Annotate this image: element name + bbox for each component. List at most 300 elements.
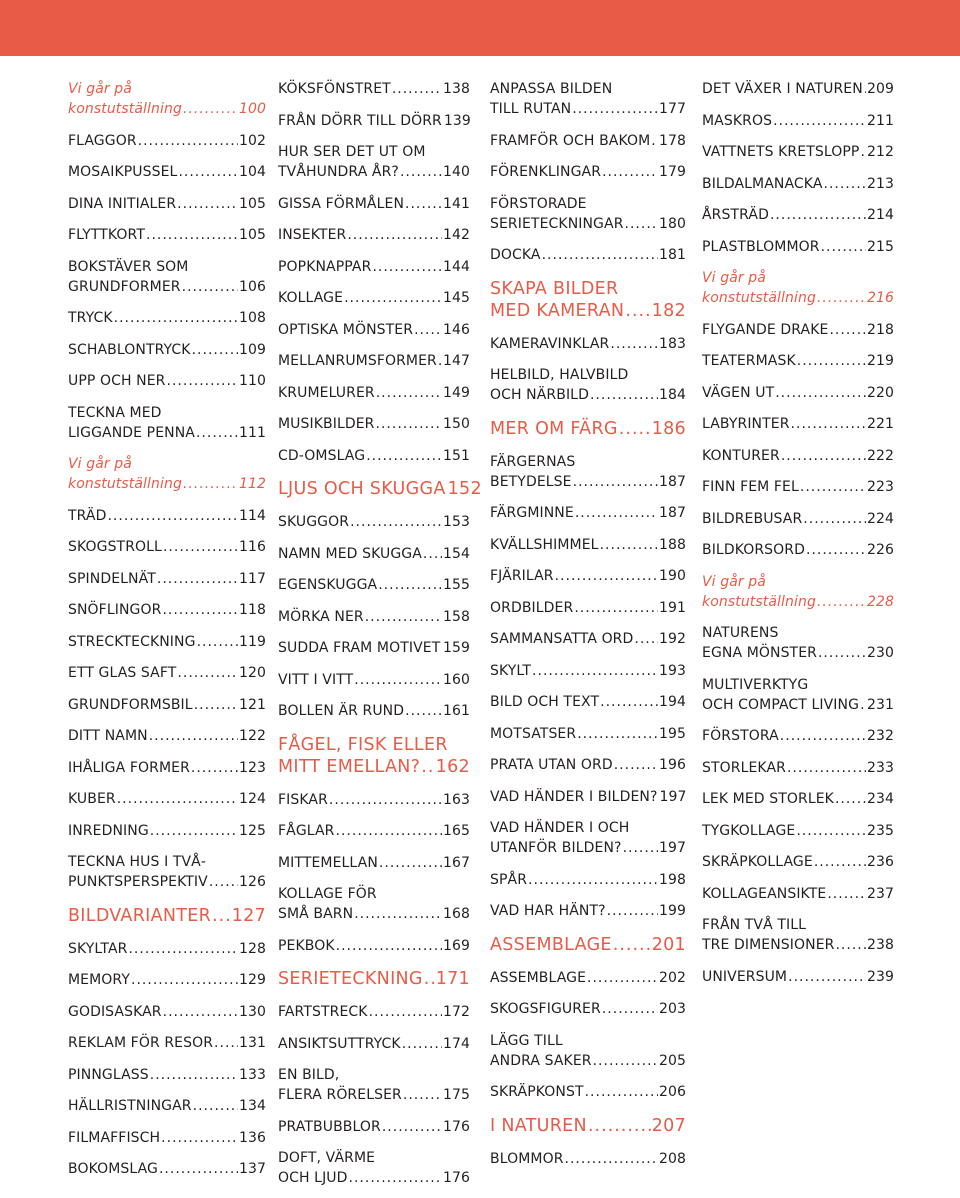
dot-leader (347, 225, 442, 245)
toc-entry-title: MEMORY (68, 972, 131, 988)
toc-page-number: 145 (442, 290, 470, 306)
dot-leader (376, 414, 442, 434)
toc-entry-title-line: NATURENS (702, 625, 779, 641)
dot-leader (365, 607, 442, 627)
toc-entry-title: LEK MED STORLEK (702, 791, 834, 807)
toc-page-number: 219 (866, 353, 894, 369)
toc-page-number: 180 (658, 215, 686, 232)
dot-leader (354, 670, 442, 690)
toc-entry-title: SCHABLONTRYCK (68, 341, 191, 358)
toc-entry (68, 252, 266, 304)
toc-entry (490, 360, 686, 412)
dot-leader (625, 214, 658, 234)
dot-leader (161, 1128, 238, 1148)
toc-page-number: 187 (658, 505, 686, 521)
toc-page-number: 117 (238, 570, 266, 587)
toc-page-number: 232 (866, 728, 894, 744)
dot-leader (797, 351, 866, 371)
toc-entry-title: ÅRSTRÄD (702, 207, 769, 223)
toc-page-number: 231 (866, 696, 894, 713)
dot-leader (441, 638, 442, 658)
toc-entry-title: OCH NÄRBILD (490, 387, 589, 403)
toc-entry (278, 137, 470, 189)
toc-page-number: 196 (658, 757, 686, 773)
toc-page-number: 226 (866, 542, 894, 558)
toc-entry (278, 252, 470, 284)
dot-leader (565, 1149, 658, 1169)
toc-entry-title: EGNA MÖNSTER (702, 645, 817, 661)
toc-entry-title-line: Vi går på (702, 270, 766, 286)
dot-leader (376, 383, 442, 403)
toc-entry-title: DINA INITIALER (68, 195, 177, 212)
toc-entry-title: FÖRSTORA (702, 728, 779, 744)
dot-leader (163, 1002, 238, 1022)
toc-page-number: 182 (651, 300, 686, 321)
toc-entry-title: KAMERAVINKLAR (490, 335, 610, 352)
toc-section-heading (490, 412, 686, 447)
toc-entry-title: INREDNING (68, 822, 149, 839)
toc-page-number: 208 (658, 1150, 686, 1167)
toc-entry-title: ANDRA SAKER (490, 1052, 592, 1069)
toc-entry (278, 1029, 470, 1061)
toc-page-number: 153 (442, 514, 470, 530)
toc-page-number: 218 (866, 321, 894, 338)
toc-page-number: 152 (447, 479, 482, 499)
toc-entry-title: SKYLTAR (68, 940, 128, 957)
toc-entry-title: KÖKSFÖNSTRET (278, 81, 391, 97)
toc-entry (68, 366, 266, 398)
toc-entry-title: OCH LJUD (278, 1170, 348, 1186)
toc-page-number: 160 (442, 671, 470, 688)
toc-entry (68, 753, 266, 785)
toc-entry-title: IHÅLIGA FORMER (68, 759, 190, 776)
toc-page-number: 137 (238, 1161, 266, 1177)
toc-entry (490, 624, 686, 656)
toc-entry-title-line: FRÅN TVÅ TILL (702, 917, 807, 933)
toc-column-3 (490, 74, 686, 1175)
dot-leader (193, 1096, 238, 1116)
toc-entry (278, 378, 470, 410)
toc-entry-title: GODISASKAR (68, 1003, 162, 1020)
dot-leader (788, 967, 866, 987)
toc-page-number: 193 (658, 662, 686, 679)
toc-entry-title-line: Vi går på (68, 456, 132, 472)
toc-entry-title: SPÅR (490, 871, 528, 888)
toc-entry (278, 189, 470, 221)
toc-entry-title: VAD HAR HÄNT? (490, 903, 606, 919)
toc-entry-title: PINNGLASS (68, 1066, 149, 1083)
toc-page-number: 209 (866, 81, 894, 97)
toc-entry-title: BLOMMOR (490, 1150, 564, 1167)
toc-entry (490, 498, 686, 530)
toc-page-number: 106 (238, 278, 266, 295)
toc-entry-title-line: HELBILD, HALVBILD (490, 367, 629, 383)
toc-column-4 (702, 74, 894, 993)
toc-page-number: 216 (866, 290, 894, 306)
toc-page-number: 102 (238, 132, 266, 149)
toc-entry-title: KOLLAGE (278, 290, 344, 306)
toc-entry-title: KONTURER (702, 447, 780, 464)
toc-entry-title-line: TECKNA HUS I TVÅ- (68, 854, 207, 870)
dot-leader (131, 970, 238, 990)
toc-entry-title: BILDALMANACKA (702, 175, 823, 192)
toc-entry-title: MED KAMERAN (490, 300, 625, 321)
toc-entry (278, 997, 470, 1029)
toc-entry-title: FLERA RÖRELSER (278, 1087, 402, 1103)
toc-entry (68, 398, 266, 450)
toc-entry (490, 240, 686, 272)
toc-entry (68, 658, 266, 690)
toc-entry (278, 1060, 470, 1112)
dot-leader (574, 598, 658, 618)
toc-entry (702, 847, 894, 879)
toc-entry-title-line: Vi går på (68, 81, 132, 97)
toc-page-number: 161 (442, 703, 470, 719)
toc-page-number: 179 (658, 164, 686, 180)
toc-entry-title: EGENSKUGGA (278, 577, 378, 593)
toc-entry (68, 449, 266, 501)
toc-entry (68, 690, 266, 722)
dot-leader (183, 474, 238, 494)
toc-page-number: 206 (658, 1084, 686, 1100)
toc-entry-title: TVÅHUNDRA ÅR? (278, 164, 399, 180)
dot-leader (128, 939, 238, 959)
toc-page-number: 192 (658, 631, 686, 647)
dot-leader (864, 79, 866, 99)
toc-page-number: 114 (238, 507, 266, 524)
toc-entry-title: FRÅN DÖRR TILL DÖRR (278, 112, 442, 129)
toc-entry-title: STORLEKAR (702, 759, 786, 776)
dot-leader (651, 131, 658, 151)
toc-entry (68, 784, 266, 816)
toc-entry (68, 74, 266, 126)
toc-entry (278, 570, 470, 602)
toc-page-number: 178 (658, 132, 686, 149)
dot-leader (827, 884, 866, 904)
toc-page-number: 205 (658, 1052, 686, 1069)
toc-entry (68, 816, 266, 848)
dot-leader (138, 131, 238, 151)
toc-section-heading (490, 272, 686, 329)
toc-entry (68, 1060, 266, 1092)
toc-entry-title: FRAMFÖR OCH BAKOM (490, 132, 651, 149)
toc-entry (702, 74, 894, 106)
toc-page-number: 184 (658, 387, 686, 403)
toc-entry (490, 1026, 686, 1078)
toc-entry (278, 106, 470, 138)
toc-page-number: 194 (658, 694, 686, 710)
toc-entry-title: VITT I VITT (278, 671, 354, 688)
dot-leader (800, 477, 866, 497)
dot-leader (602, 999, 658, 1019)
toc-page-number: 100 (238, 101, 266, 117)
toc-entry-title: konstutställning (702, 290, 816, 306)
dot-leader (817, 592, 866, 612)
toc-entry-title: TRYCK (68, 310, 113, 326)
dot-leader (602, 162, 658, 182)
toc-entry (68, 532, 266, 564)
toc-page-number: 149 (442, 384, 470, 401)
toc-entry-title: konstutställning (68, 476, 182, 492)
toc-entry (278, 539, 470, 571)
toc-page-number: 176 (442, 1118, 470, 1135)
toc-entry-title: FINN FEM FEL (702, 479, 799, 495)
dot-leader (403, 1085, 442, 1105)
toc-entry-title: ORDBILDER (490, 599, 574, 616)
toc-entry (702, 346, 894, 378)
toc-page-number: 127 (231, 905, 266, 926)
toc-section-heading (490, 928, 686, 963)
toc-entry-title: BETYDELSE (490, 473, 572, 490)
toc-page-number: 163 (442, 791, 470, 808)
toc-entry-title-line: TECKNA MED (68, 404, 162, 421)
toc-entry (490, 561, 686, 593)
toc-page-number: 190 (658, 568, 686, 584)
toc-page-number: 235 (866, 822, 894, 839)
toc-entry-title: SKOGSFIGURER (490, 1001, 601, 1017)
toc-entry (490, 994, 686, 1026)
toc-entry-title: TRE DIMENSIONER (702, 937, 835, 953)
toc-entry-title: DITT NAMN (68, 728, 148, 744)
dot-leader (350, 512, 442, 532)
toc-page-number: 215 (866, 238, 894, 255)
toc-entry (702, 879, 894, 911)
toc-page-number: 129 (238, 972, 266, 988)
dot-leader (146, 225, 238, 245)
toc-entry (68, 335, 266, 367)
toc-page-number: 188 (658, 536, 686, 553)
dot-leader (835, 935, 866, 955)
toc-page-number: 109 (238, 341, 266, 358)
toc-page-number: 213 (866, 175, 894, 192)
toc-entry-title-line: FÖRSTORADE (490, 195, 587, 212)
toc-column-1 (68, 74, 266, 1186)
toc-entry-title: GRUNDFORMSBIL (68, 696, 193, 713)
toc-entry-title: TEATERMASK (702, 353, 796, 369)
dot-leader (163, 537, 238, 557)
toc-page-number: 214 (866, 207, 894, 223)
toc-entry-title-line: KOLLAGE FÖR (278, 886, 377, 902)
toc-section-heading (278, 728, 470, 785)
toc-page-number: 104 (238, 164, 266, 180)
dot-leader (824, 174, 866, 194)
toc-entry (702, 263, 894, 315)
toc-entry (702, 378, 894, 410)
toc-page-number: 183 (658, 335, 686, 352)
toc-page-number: 228 (866, 593, 894, 610)
toc-page-number: 223 (866, 479, 894, 495)
toc-entry-title: I NATUREN (490, 1115, 587, 1136)
toc-entry-title: BILDVARIANTER (68, 905, 212, 926)
dot-leader (791, 414, 866, 434)
dot-leader (167, 371, 238, 391)
toc-entry (278, 879, 470, 931)
dot-leader (372, 257, 442, 277)
toc-entry (702, 315, 894, 347)
toc-entry-title: MASKROS (702, 112, 773, 129)
dot-leader (588, 1115, 651, 1137)
toc-entry-title-line: HUR SER DET UT OM (278, 144, 426, 160)
dot-leader (162, 600, 238, 620)
dot-leader (600, 535, 658, 555)
toc-page-number: 198 (658, 871, 686, 888)
toc-entry-title: BILDKORSORD (702, 542, 805, 558)
toc-entry-title: VÄGEN UT (702, 384, 775, 401)
dot-leader (821, 237, 866, 257)
toc-page-number: 138 (442, 81, 470, 97)
toc-entry (278, 1143, 470, 1195)
toc-entry-title: SERIETECKNINGAR (490, 215, 624, 232)
toc-entry-title: NAMN MED SKUGGA (278, 545, 422, 562)
toc-entry-title-line: DOFT, VÄRME (278, 1150, 376, 1166)
toc-entry-title-line: FÅGEL, FISK ELLER (278, 734, 448, 755)
toc-entry (68, 220, 266, 252)
dot-leader (803, 509, 866, 529)
toc-entry-title: FLYTTKORT (68, 227, 145, 243)
toc-entry-title: SMÅ BARN (278, 906, 354, 922)
dot-leader (182, 277, 238, 297)
toc-page-number: 212 (866, 144, 894, 160)
toc-entry (68, 1154, 266, 1186)
toc-entry (702, 618, 894, 670)
dot-leader (354, 904, 442, 924)
toc-entry-title: PLASTBLOMMOR (702, 238, 820, 255)
toc-entry-title: INSEKTER (278, 227, 347, 243)
toc-page-number: 133 (238, 1066, 266, 1083)
toc-entry-title: MITT EMELLAN? (278, 756, 421, 777)
dot-leader (183, 99, 238, 119)
toc-entry (490, 750, 686, 782)
toc-page-number: 131 (238, 1035, 266, 1051)
toc-entry (490, 719, 686, 751)
toc-entry (490, 782, 686, 814)
toc-entry (68, 934, 266, 966)
toc-entry-title: GISSA FÖRMÅLEN (278, 195, 405, 212)
toc-entry-title: KOLLAGEANSIKTE (702, 885, 827, 902)
toc-entry-title: DET VÄXER I NATUREN (702, 81, 863, 97)
toc-page-number: 233 (866, 759, 894, 776)
dot-leader (191, 758, 238, 778)
toc-entry (490, 896, 686, 928)
toc-entry (702, 910, 894, 962)
toc-entry (490, 593, 686, 625)
toc-entry (68, 564, 266, 596)
toc-page-number: 116 (238, 539, 266, 555)
toc-entry-title: SNÖFLINGOR (68, 602, 162, 618)
toc-entry (68, 997, 266, 1029)
toc-entry (278, 409, 470, 441)
toc-entry-title: BOKOMSLAG (68, 1161, 158, 1177)
toc-page-number: 197 (658, 840, 686, 856)
dot-leader (610, 334, 658, 354)
toc-entry-title: FLYGANDE DRAKE (702, 321, 829, 338)
toc-page-number: 159 (442, 640, 470, 656)
toc-page-number: 224 (866, 510, 894, 527)
toc-entry-title: FJÄRILAR (490, 568, 554, 584)
toc-entry-title: SKYLT (490, 662, 532, 679)
dot-leader (619, 418, 651, 440)
toc-entry (702, 816, 894, 848)
dot-leader (770, 205, 866, 225)
toc-entry-title: LABYRINTER (702, 416, 790, 432)
toc-entry-title: TYGKOLLAGE (702, 822, 796, 839)
toc-entry-title: PRATBUBBLOR (278, 1118, 381, 1135)
dot-leader (587, 968, 658, 988)
toc-entry-title: ASSEMBLAGE (490, 934, 612, 955)
toc-entry (490, 74, 686, 126)
toc-page-number: 110 (238, 373, 266, 389)
toc-page-number: 119 (238, 633, 266, 650)
toc-entry-title: LIGGANDE PENNA (68, 424, 195, 441)
dot-leader (107, 506, 237, 526)
dot-leader (532, 661, 658, 681)
dot-leader (528, 870, 658, 890)
toc-entry (278, 785, 470, 817)
toc-page-number: 146 (442, 321, 470, 338)
toc-entry (490, 447, 686, 499)
dot-leader (424, 968, 435, 990)
toc-page-number: 207 (651, 1115, 686, 1136)
toc-page-number: 165 (442, 823, 470, 839)
toc-entry-title: FÖRENKLINGAR (490, 164, 602, 180)
toc-entry (702, 753, 894, 785)
dot-leader (773, 111, 866, 131)
dot-leader (780, 726, 866, 746)
dot-leader (178, 162, 238, 182)
toc-entry (278, 696, 470, 728)
toc-entry (702, 441, 894, 473)
dot-leader (806, 540, 866, 560)
toc-entry-title: CD-OMSLAG (278, 447, 366, 464)
toc-page-number: 123 (238, 759, 266, 776)
toc-entry-title: PEKBOK (278, 937, 335, 954)
dot-leader (400, 162, 442, 182)
toc-section-heading (490, 1109, 686, 1144)
dot-leader (614, 755, 658, 775)
dot-leader (378, 575, 442, 595)
toc-entry (490, 1077, 686, 1109)
toc-entry-title: KUBER (68, 791, 116, 807)
toc-entry-title: FLAGGOR (68, 132, 137, 149)
toc-page-number: 136 (238, 1129, 266, 1146)
toc-page-number: 130 (238, 1003, 266, 1020)
toc-entry (278, 220, 470, 252)
toc-entry (702, 409, 894, 441)
toc-page-number: 112 (238, 476, 266, 492)
toc-page-number: 186 (651, 418, 686, 439)
toc-entry (278, 816, 470, 848)
header-bar (0, 0, 960, 56)
toc-page-number: 125 (238, 822, 266, 839)
toc-page-number: 121 (238, 696, 266, 713)
toc-entry-title-line: EN BILD, (278, 1067, 340, 1083)
dot-leader (817, 288, 866, 308)
dot-leader (349, 1168, 442, 1188)
toc-entry-title: FILMAFFISCH (68, 1129, 161, 1146)
dot-leader (613, 934, 651, 956)
toc-entry (68, 847, 266, 899)
toc-page-number: 144 (442, 258, 470, 275)
toc-page-number: 167 (442, 854, 470, 871)
dot-leader (214, 1033, 238, 1053)
toc-entry-title: PUNKTSPERSPEKTIV (68, 874, 208, 890)
toc-entry-title: DOCKA (490, 247, 541, 263)
dot-leader (775, 383, 866, 403)
toc-page-number: 105 (238, 195, 266, 212)
toc-page-number: 199 (658, 903, 686, 919)
dot-leader (344, 288, 442, 308)
toc-entry-title: konstutställning (702, 593, 816, 610)
